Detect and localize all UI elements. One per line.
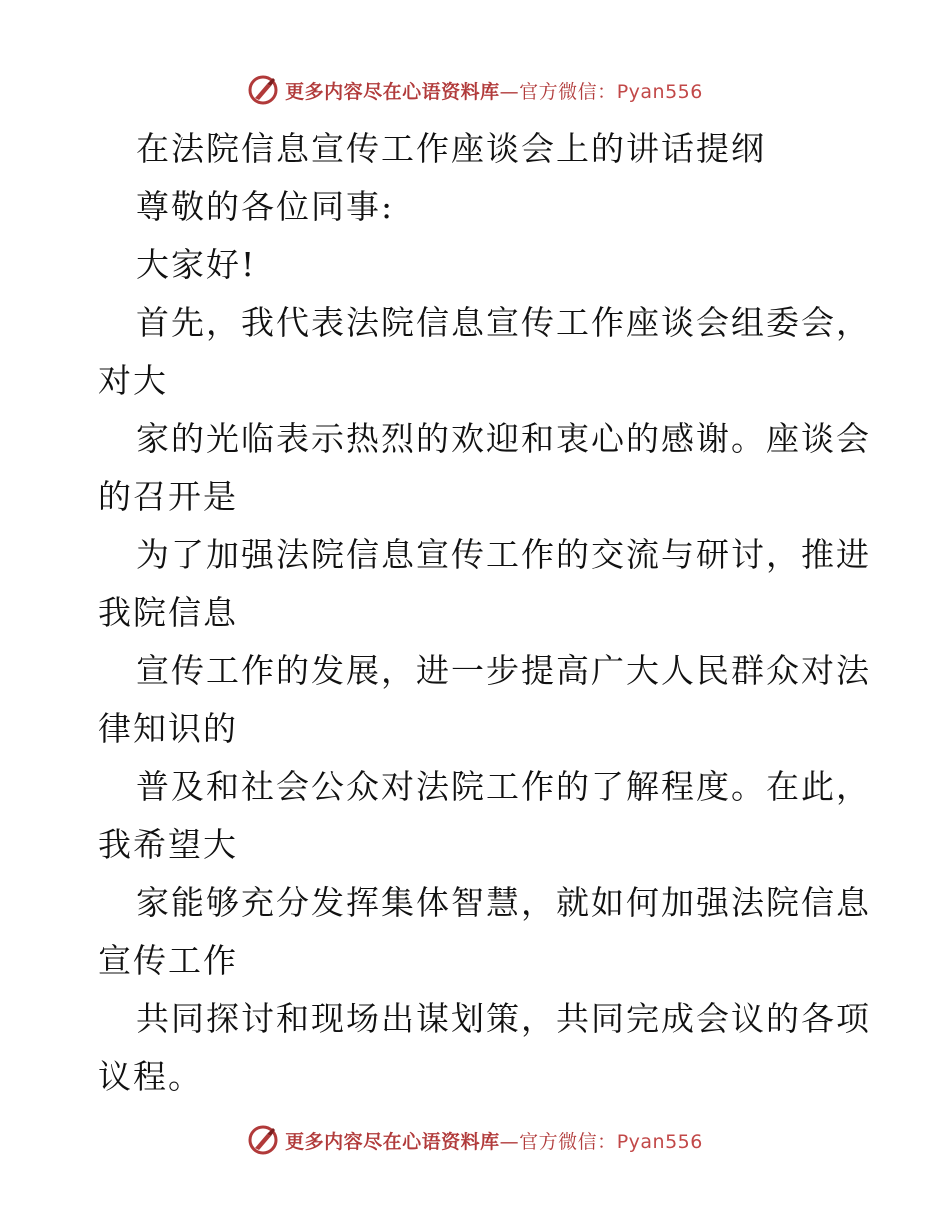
paragraph-line: 律知识的 — [98, 709, 238, 748]
paragraph-line: 为了加强法院信息宣传工作的交流与研讨，推进 — [136, 535, 871, 574]
banner-label: 官方微信： — [519, 1130, 617, 1153]
banner-text — [285, 77, 703, 104]
paragraph-line: 我院信息 — [98, 593, 238, 632]
banner-wechat-id: Pyan556 — [616, 1130, 703, 1153]
banner-main-text: 更多内容尽在心语资料库 — [285, 80, 500, 103]
pen-circle-icon — [247, 74, 279, 106]
pen-circle-icon — [247, 1124, 279, 1156]
greeting: 大家好! — [136, 245, 257, 284]
footer-banner — [0, 1120, 950, 1160]
header-banner — [0, 70, 950, 110]
paragraph-line: 家的光临表示热烈的欢迎和衷心的感谢。座谈会 — [136, 419, 871, 458]
paragraph-line: 宣传工作 — [98, 941, 238, 980]
paragraph-line: 我希望大 — [98, 825, 238, 864]
banner-wechat-id: Pyan556 — [616, 80, 703, 103]
paragraph-line: 议程。 — [98, 1057, 203, 1096]
paragraph-line: 对大 — [98, 361, 168, 400]
banner-label: 官方微信： — [519, 80, 617, 103]
paragraph-line: 共同探讨和现场出谋划策，共同完成会议的各项 — [136, 999, 871, 1038]
paragraph-line: 家能够充分发挥集体智慧，就如何加强法院信息 — [136, 883, 871, 922]
banner-dash: — — [499, 1130, 520, 1153]
banner-main-text: 更多内容尽在心语资料库 — [285, 1130, 500, 1153]
salutation: 尊敬的各位同事: — [136, 187, 395, 226]
banner-dash: — — [499, 80, 520, 103]
banner-text — [285, 1127, 703, 1154]
document-body — [98, 120, 871, 1106]
paragraph-line: 的召开是 — [98, 477, 238, 516]
paragraph-line: 首先，我代表法院信息宣传工作座谈会组委会， — [136, 303, 871, 342]
document-title: 在法院信息宣传工作座谈会上的讲话提纲 — [136, 129, 766, 168]
paragraph-line: 宣传工作的发展，进一步提高广大人民群众对法 — [136, 651, 871, 690]
paragraph-line: 普及和社会公众对法院工作的了解程度。在此， — [136, 767, 871, 806]
